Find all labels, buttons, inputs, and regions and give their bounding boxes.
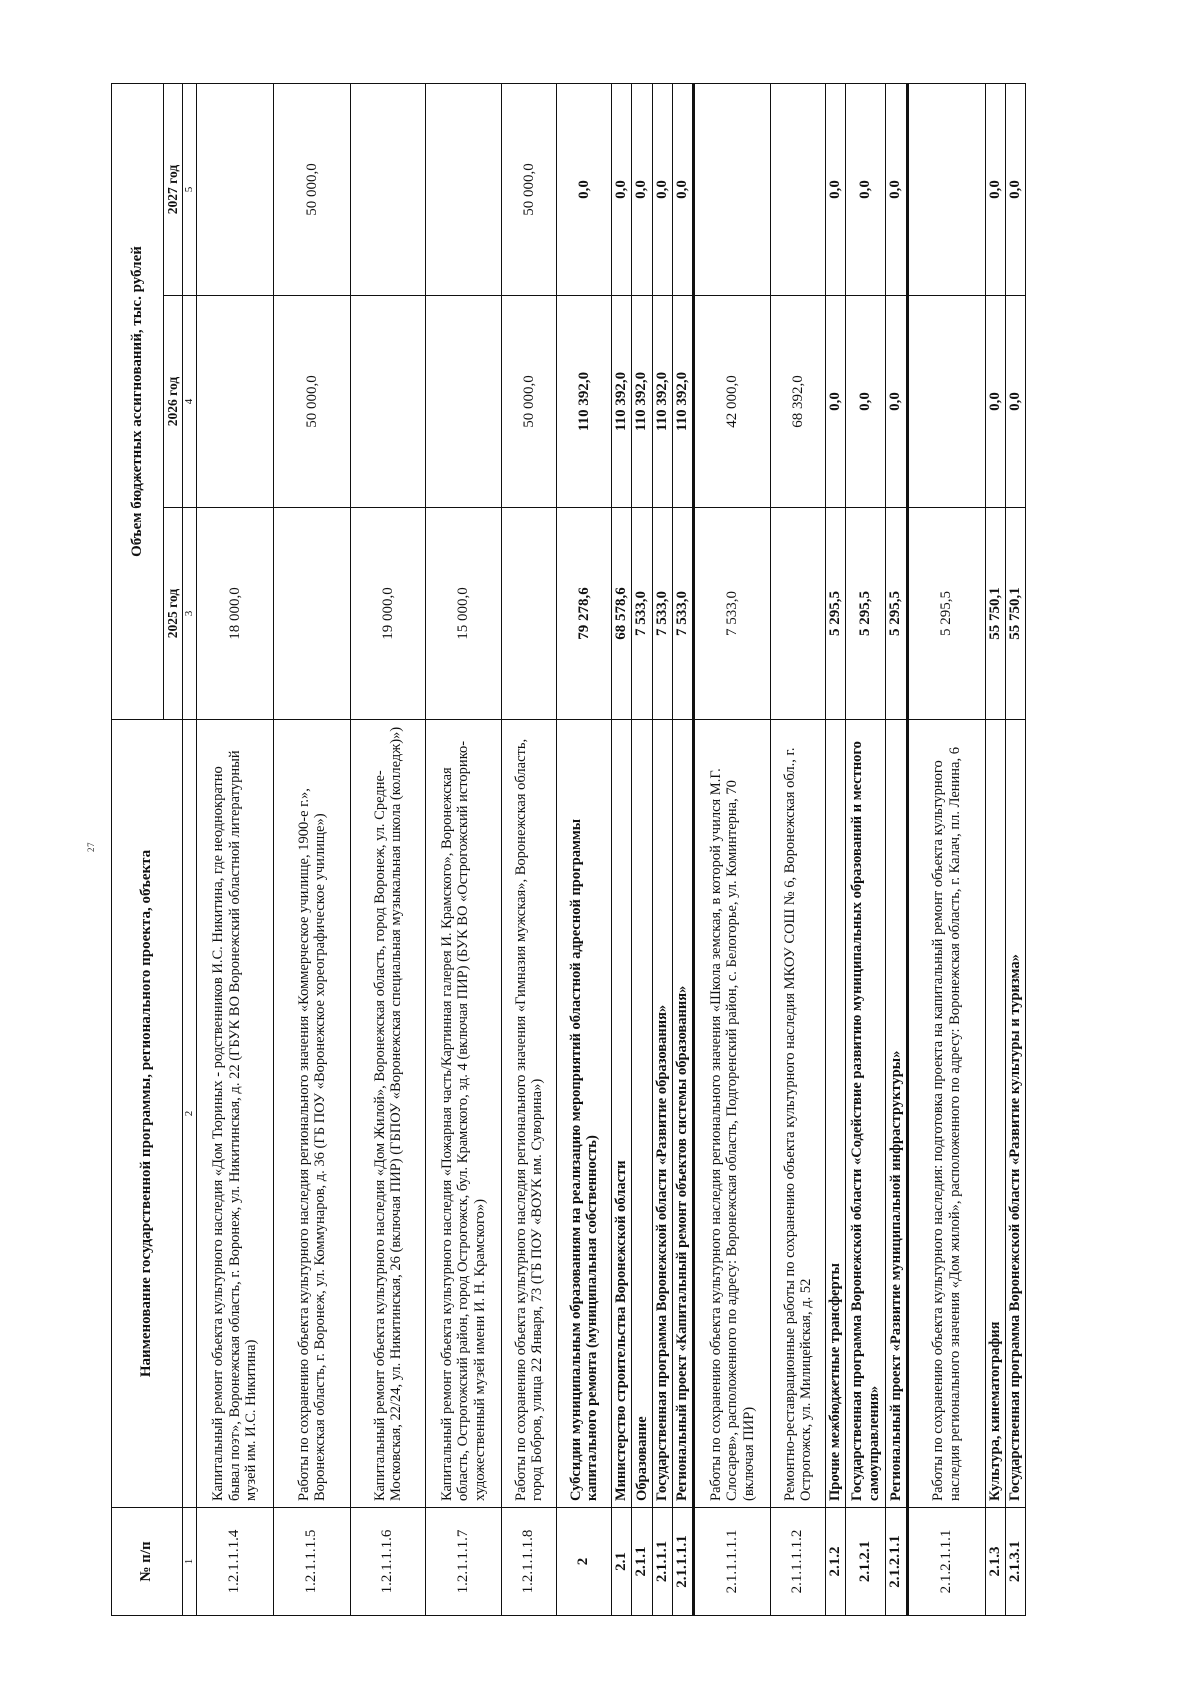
row-value-2026 xyxy=(426,296,502,508)
row-number: 1.2.1.1.1.4 xyxy=(197,1508,274,1616)
row-value-2025: 5 295,5 xyxy=(826,508,846,720)
row-value-2026: 110 392,0 xyxy=(612,296,632,508)
row-value-2026: 0,0 xyxy=(826,296,846,508)
row-name: Капитальный ремонт объекта культурного наследия «Пожарная часть/Картинная галерея И. Крамского», Воронежская область, Острогожский район, город Острогожск, бул. Крамского, зд. 4 (включая ПИР) (БУК ВО «Острогожский историко-художественный музей имени И. Н. Крамского») xyxy=(426,720,502,1508)
row-number: 2.1.2.1 xyxy=(846,1508,886,1616)
row-value-2025: 79 278,6 xyxy=(557,508,612,720)
row-value-2026: 42 000,0 xyxy=(694,296,771,508)
table-row xyxy=(826,84,846,1616)
row-value-2025: 5 295,5 xyxy=(846,508,886,720)
table-row xyxy=(1005,84,1025,1616)
page-number: 27 xyxy=(86,842,96,852)
table-row xyxy=(672,84,693,1616)
row-value-2027 xyxy=(694,84,771,296)
row-number: 2.1.1.1.1.2 xyxy=(771,1508,826,1616)
row-name: Государственная программа Воронежской области «Содействие развитию муниципальных образований и местного самоуправления» xyxy=(846,720,886,1508)
row-value-2027: 0,0 xyxy=(557,84,612,296)
table-row xyxy=(557,84,612,1616)
row-name: Работы по сохранению объекта культурного наследия: подготовка проекта на капитальный ремонт объекта культурного наследия регионального значения «Дом жилой», расположенного по адресу: Воронежская область, г. Калач, пл. Ленина, 6 xyxy=(907,720,985,1508)
header-index-1: 1 xyxy=(183,1508,197,1616)
row-value-2026: 0,0 xyxy=(886,296,907,508)
row-value-2026: 68 392,0 xyxy=(771,296,826,508)
row-number: 2.1.3 xyxy=(985,1508,1005,1616)
row-number: 1.2.1.1.1.7 xyxy=(426,1508,502,1616)
row-value-2025: 7 533,0 xyxy=(672,508,693,720)
row-value-2025: 68 578,6 xyxy=(612,508,632,720)
row-value-2026: 50 000,0 xyxy=(502,296,557,508)
row-value-2025 xyxy=(274,508,351,720)
row-value-2027 xyxy=(351,84,426,296)
table-row xyxy=(771,84,826,1616)
header-index-4: 4 xyxy=(183,296,197,508)
header-num: № п/п xyxy=(112,1508,183,1616)
row-name: Работы по сохранению объекта культурного наследия регионального значения «Гимназия мужская», Воронежская область, город Бобров, улица 22 Января, 73 (ГБ ПОУ «ВОУК им. Суворина») xyxy=(502,720,557,1508)
row-value-2026 xyxy=(351,296,426,508)
table-row xyxy=(612,84,632,1616)
row-value-2027: 0,0 xyxy=(826,84,846,296)
header-year-2026: 2026 год xyxy=(164,296,183,508)
row-value-2026: 110 392,0 xyxy=(672,296,693,508)
row-value-2026: 50 000,0 xyxy=(274,296,351,508)
row-value-2026 xyxy=(197,296,274,508)
row-name: Ремонтно-реставрационные работы по сохранению объекта культурного наследия МКОУ СОШ № 6, Воронежская обл., г. Острогожск, ул. Милицейская, д. 52 xyxy=(771,720,826,1508)
table-row xyxy=(197,84,274,1616)
row-number: 2.1.1.1.1.1 xyxy=(694,1508,771,1616)
row-number: 1.2.1.1.1.8 xyxy=(502,1508,557,1616)
row-value-2027: 0,0 xyxy=(846,84,886,296)
rotated-page xyxy=(111,84,1024,1616)
table-header xyxy=(112,84,197,1616)
row-number: 2.1.2.1.1.1 xyxy=(907,1508,985,1616)
header-budget: Объем бюджетных ассигнований, тыс. рублей xyxy=(112,84,164,720)
table-row xyxy=(632,84,652,1616)
row-name: Региональный проект «Капитальный ремонт объектов системы образования» xyxy=(672,720,693,1508)
row-value-2027 xyxy=(771,84,826,296)
row-value-2027: 50 000,0 xyxy=(274,84,351,296)
row-name: Работы по сохранению объекта культурного наследия регионального значения «Школа земская, в которой учился М.Г. Слосарев», расположенного по адресу: Воронежская область, Подгоренский район, с. Белогорье, ул. Коминтерна, 70 (включая ПИР) xyxy=(694,720,771,1508)
row-value-2027: 0,0 xyxy=(632,84,652,296)
row-number: 2.1.1 xyxy=(632,1508,652,1616)
row-value-2025: 19 000,0 xyxy=(351,508,426,720)
row-value-2025: 7 533,0 xyxy=(652,508,672,720)
row-value-2025: 55 750,1 xyxy=(985,508,1005,720)
row-number: 2.1.2 xyxy=(826,1508,846,1616)
row-value-2025: 15 000,0 xyxy=(426,508,502,720)
row-number: 1.2.1.1.1.6 xyxy=(351,1508,426,1616)
row-number: 2.1.1.1.1 xyxy=(672,1508,693,1616)
row-value-2025: 5 295,5 xyxy=(907,508,985,720)
row-value-2027: 0,0 xyxy=(672,84,693,296)
header-index-3: 3 xyxy=(183,508,197,720)
table-row xyxy=(274,84,351,1616)
budget-table xyxy=(111,83,1026,1616)
row-name: Капитальный ремонт объекта культурного наследия «Дом Жилой», Воронежская область, город Воронеж, ул. Средне-Московская, 22/24, ул. Никитинская, 26 (включая ПИР) (ГБПОУ «Воронежская специальная музыкальная школа (колледж)») xyxy=(351,720,426,1508)
row-name: Региональный проект «Развитие муниципальной инфраструктуры» xyxy=(886,720,907,1508)
table-row xyxy=(846,84,886,1616)
row-value-2027: 0,0 xyxy=(1005,84,1025,296)
row-value-2027 xyxy=(426,84,502,296)
row-value-2026: 110 392,0 xyxy=(557,296,612,508)
row-value-2027: 50 000,0 xyxy=(502,84,557,296)
table-row xyxy=(985,84,1005,1616)
header-year-2027: 2027 год xyxy=(164,84,183,296)
table-body xyxy=(197,84,1026,1616)
table-row xyxy=(694,84,771,1616)
row-value-2026 xyxy=(907,296,985,508)
table-row xyxy=(426,84,502,1616)
row-name: Министерство строительства Воронежской области xyxy=(612,720,632,1508)
row-name: Государственная программа Воронежской области «Развитие образования» xyxy=(652,720,672,1508)
row-number: 2.1.3.1 xyxy=(1005,1508,1025,1616)
row-value-2026: 0,0 xyxy=(846,296,886,508)
row-value-2026: 0,0 xyxy=(985,296,1005,508)
row-value-2027 xyxy=(197,84,274,296)
row-name: Образование xyxy=(632,720,652,1508)
row-value-2025: 18 000,0 xyxy=(197,508,274,720)
table-row xyxy=(652,84,672,1616)
row-value-2027: 0,0 xyxy=(886,84,907,296)
row-number: 1.2.1.1.1.5 xyxy=(274,1508,351,1616)
row-value-2025 xyxy=(502,508,557,720)
row-name: Государственная программа Воронежской области «Развитие культуры и туризма» xyxy=(1005,720,1025,1508)
header-year-2025: 2025 год xyxy=(164,508,183,720)
row-value-2025: 7 533,0 xyxy=(632,508,652,720)
row-value-2026: 0,0 xyxy=(1005,296,1025,508)
row-number: 2.1.2.1.1 xyxy=(886,1508,907,1616)
header-index-5: 5 xyxy=(183,84,197,296)
row-number: 2.1 xyxy=(612,1508,632,1616)
row-value-2025: 7 533,0 xyxy=(694,508,771,720)
table-row xyxy=(907,84,985,1616)
row-value-2027: 0,0 xyxy=(985,84,1005,296)
table-row xyxy=(886,84,907,1616)
row-value-2026: 110 392,0 xyxy=(652,296,672,508)
row-value-2027 xyxy=(907,84,985,296)
header-name: Наименование государственной программы, регионального проекта, объекта xyxy=(112,720,183,1508)
row-name: Прочие межбюджетные трансферты xyxy=(826,720,846,1508)
row-value-2025: 55 750,1 xyxy=(1005,508,1025,720)
row-name: Капитальный ремонт объекта культурного наследия «Дом Тюриных - родственников И.С. Никитина, где неоднократно бывал поэт», Воронежская область, г. Воронеж, ул. Никитинская, д. 22 (ГБУК ВО Воронежский областной литературный музей им. И.С. Никитина) xyxy=(197,720,274,1508)
row-value-2025: 5 295,5 xyxy=(886,508,907,720)
row-number: 2 xyxy=(557,1508,612,1616)
row-value-2026: 110 392,0 xyxy=(632,296,652,508)
row-value-2027: 0,0 xyxy=(612,84,632,296)
row-name: Работы по сохранению объекта культурного наследия регионального значения «Коммерческое училище, 1900-е г.», Воронежская область, г. Воронеж, ул. Коммунаров, д. 36 (ГБ ПОУ «Воронежское хореографическое училище») xyxy=(274,720,351,1508)
table-row xyxy=(351,84,426,1616)
row-value-2027: 0,0 xyxy=(652,84,672,296)
row-value-2025 xyxy=(771,508,826,720)
header-index-2: 2 xyxy=(183,720,197,1508)
row-number: 2.1.1.1 xyxy=(652,1508,672,1616)
table-row xyxy=(502,84,557,1616)
row-name: Культура, кинематография xyxy=(985,720,1005,1508)
row-name: Субсидии муниципальным образованиям на реализацию мероприятий областной адресной программы капитального ремонта (муниципальная собственность) xyxy=(557,720,612,1508)
